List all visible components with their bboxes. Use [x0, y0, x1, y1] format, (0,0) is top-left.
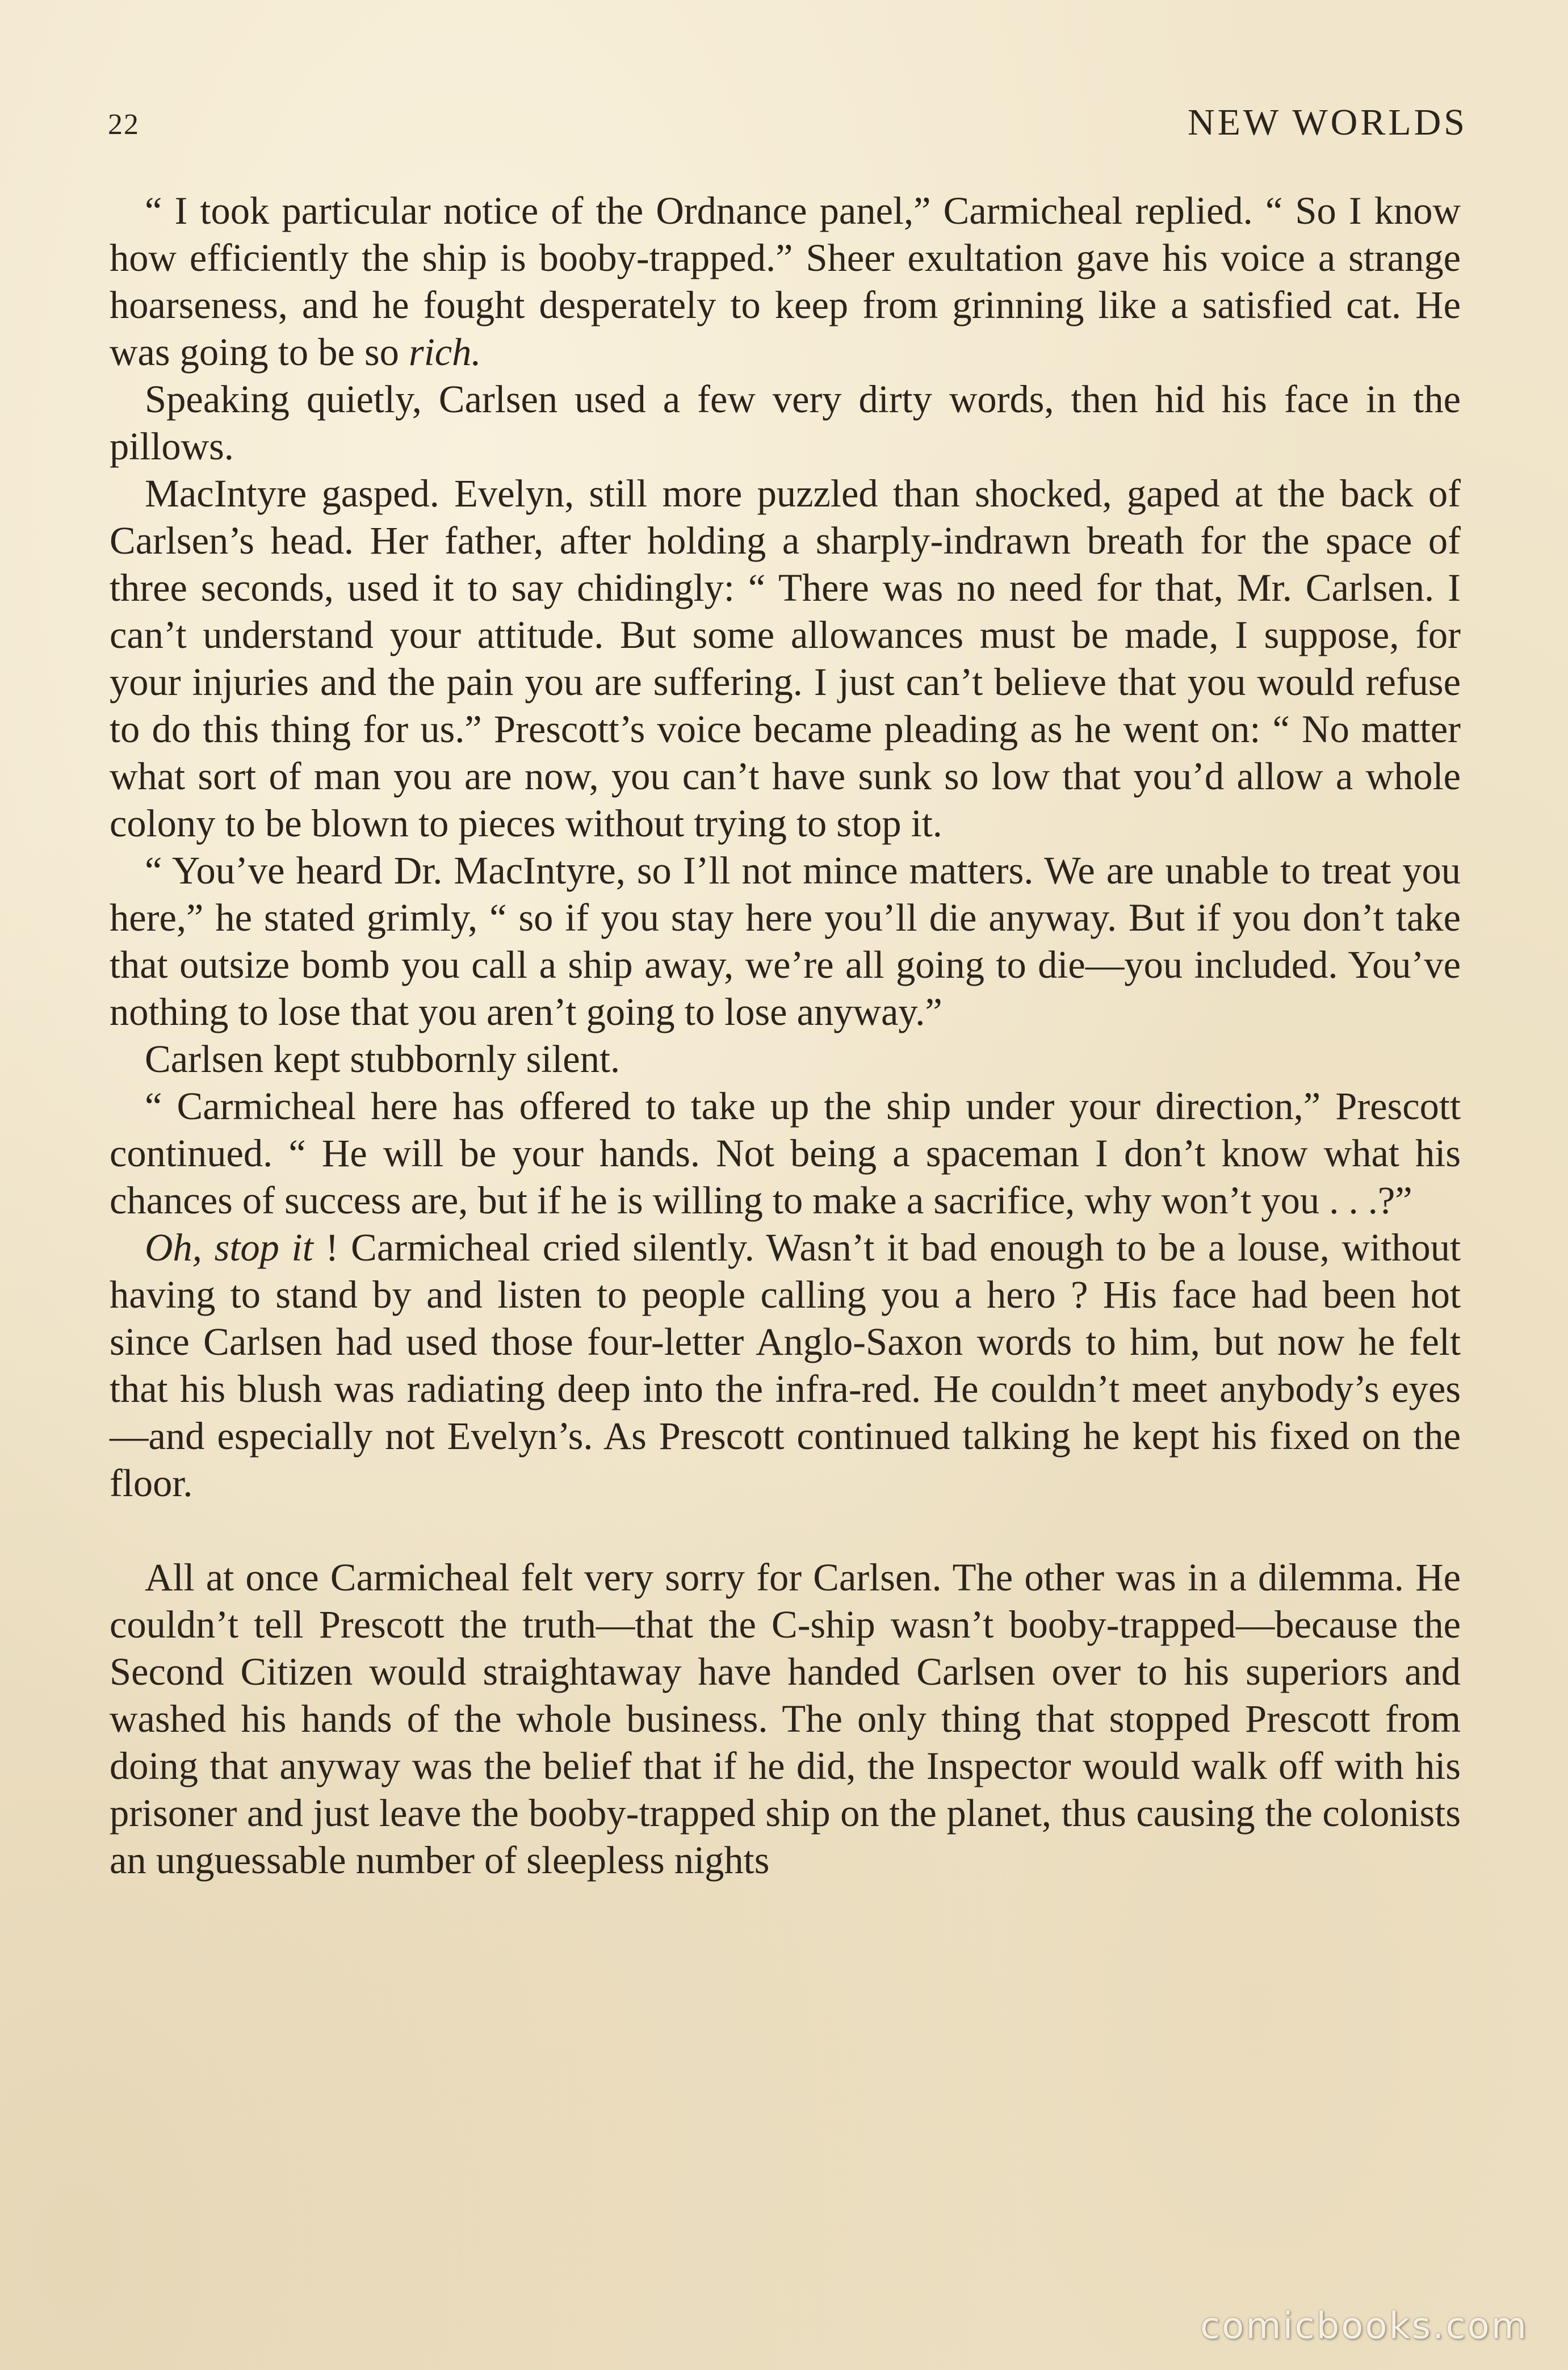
- text-run: ! Carmicheal cried silently. Wasn’t it bad enough to be a louse, without having to stand by and listen to people calling you a hero ? His face had been hot since Carlsen had used those four-letter Anglo-Saxon words to him, but now he felt that his blush was radiating deep into the infra-red. He couldn’t meet anybody’s eyes—and especially not Evelyn’s. As Prescott continued talking he kept his fixed on the floor.: [110, 1226, 1461, 1505]
- text-run: All at once Carmicheal felt very sorry for Carlsen. The other was in a dilemma. He couldn’t tell Prescott the truth—that the C-ship wasn’t booby-trapped—because the Second Citizen would straightaway have handed Carlsen over to his superiors and washed his hands of the whole business. The only thing that stopped Prescott from doing that anyway was the belief that if he did, the Inspector would walk off with his prisoner and just leave the booby-trapped ship on the planet, thus causing the colonists an unguessable number of sleepless nights: [110, 1556, 1461, 1882]
- page-number: 22: [108, 108, 140, 141]
- paragraph: [110, 1083, 1461, 1224]
- paragraph: [110, 187, 1461, 376]
- paragraph: [110, 847, 1461, 1036]
- text-run: Speaking quietly, Carlsen used a few very dirty words, then hid his face in the pillows.: [110, 378, 1461, 468]
- text-run: “ I took particular notice of the Ordnance panel,” Carmicheal replied. “ So I know how efficiently the ship is booby-trapped.” Sheer exultation gave his voice a strange hoarseness, and he fought desperately to keep from grinning like a satisfied cat. He was going to be so: [110, 189, 1461, 374]
- text-run: Carlsen kept stubbornly silent.: [145, 1037, 621, 1081]
- paragraph: [110, 376, 1461, 470]
- paragraph: [110, 1554, 1461, 1884]
- watermark: comicbooks.com: [1200, 2305, 1528, 2347]
- italic-text: Oh, stop it: [145, 1226, 313, 1269]
- running-title: NEW WORLDS: [1187, 102, 1468, 143]
- italic-text: rich.: [409, 330, 481, 374]
- text-run: MacIntyre gasped. Evelyn, still more puzzled than shocked, gaped at the back of Carlsen’s head. Her father, after holding a sharply-indrawn breath for the space of three seconds, used it to say chidingly: “ There was no need for that, Mr. Carlsen. I can’t understand your attitude. But some allowances must be made, I suppose, for your injuries and the pain you are suffering. I just can’t believe that you would refuse to do this thing for us.” Prescott’s voice became pleading as he went on: “ No matter what sort of man you are now, you can’t have sunk so low that you’d allow a whole colony to be blown to pieces without trying to stop it.: [110, 472, 1461, 845]
- text-run: “ Carmicheal here has offered to take up the ship under your direction,” Prescott continued. “ He will be your hands. Not being a spaceman I don’t know what his chances of success are, but if he is willing to make a sacrifice, why won’t you . . .?”: [110, 1084, 1461, 1222]
- text-run: “ You’ve heard Dr. MacIntyre, so I’ll not mince matters. We are unable to treat you here,” he stated grimly, “ so if you stay here you’ll die anyway. But if you don’t take that outsize bomb you call a ship away, we’re all going to die—you included. You’ve nothing to lose that you aren’t going to lose anyway.”: [110, 849, 1461, 1033]
- page-header: [108, 97, 1468, 153]
- paragraph: [110, 1224, 1461, 1507]
- paragraph: [110, 470, 1461, 847]
- paragraph: [110, 1036, 1461, 1083]
- story-text: [110, 187, 1461, 1884]
